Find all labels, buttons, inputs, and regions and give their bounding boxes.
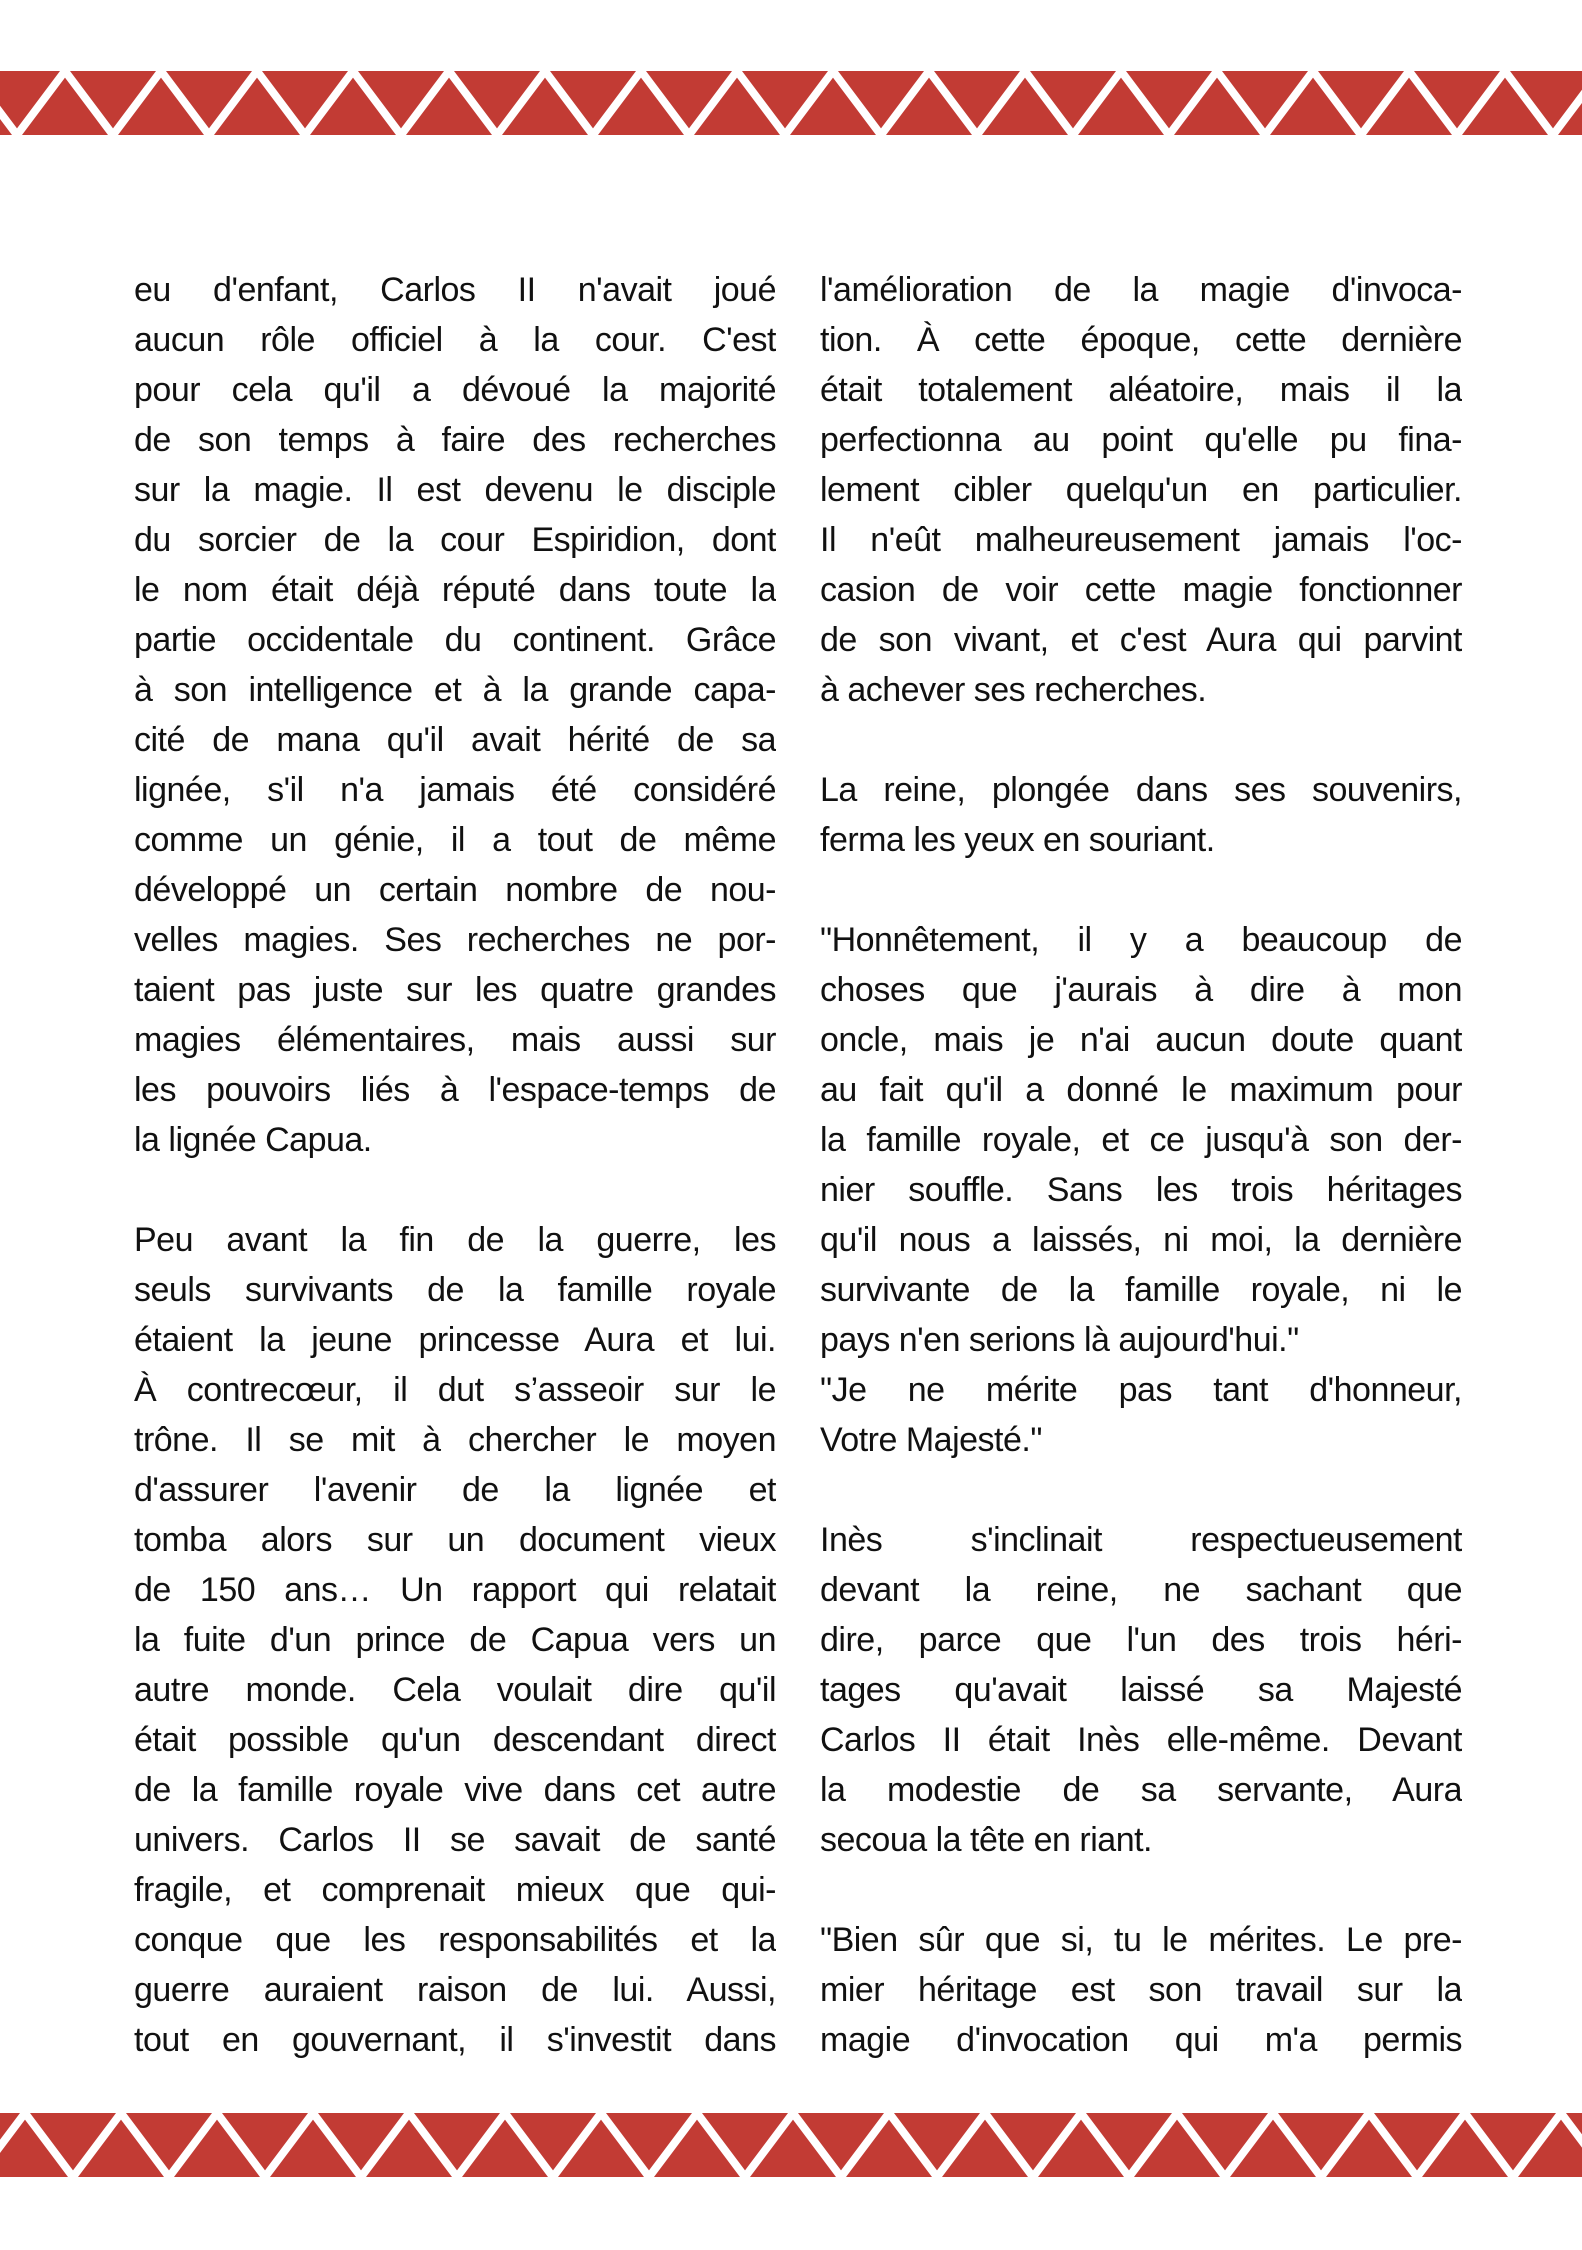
text-line: Inès s'inclinait respectueusement xyxy=(820,1521,1462,1559)
text-line: nier souffle. Sans les trois héritages xyxy=(820,1171,1462,1209)
text-line: l'amélioration de la magie d'invoca- xyxy=(820,271,1462,309)
zigzag-pattern-top xyxy=(0,71,1582,135)
text-line: univers. Carlos II se savait de santé xyxy=(134,1821,776,1859)
text-line: tout en gouvernant, il s'investit dans xyxy=(134,2021,776,2059)
text-line: lement cibler quelqu'un en particulier. xyxy=(820,471,1462,509)
text-line: comme un génie, il a tout de même xyxy=(134,821,776,859)
text-line: était possible qu'un descendant direct xyxy=(134,1721,776,1759)
text-line: eu d'enfant, Carlos II n'avait joué xyxy=(134,271,776,309)
text-line: du sorcier de la cour Espiridion, dont xyxy=(134,521,776,559)
text-line: casion de voir cette magie fonctionner xyxy=(820,571,1462,609)
text-line: conque que les responsabilités et la xyxy=(134,1921,776,1959)
text-line: La reine, plongée dans ses souvenirs, xyxy=(820,771,1462,809)
paragraph xyxy=(820,765,1462,865)
text-line: de son temps à faire des recherches xyxy=(134,421,776,459)
text-line: de la famille royale vive dans cet autre xyxy=(134,1771,776,1809)
text-line: dire, parce que l'un des trois héri- xyxy=(820,1621,1462,1659)
text-line: À contrecœur, il dut s’asseoir sur le xyxy=(134,1371,776,1409)
text-line: la fuite d'un prince de Capua vers un xyxy=(134,1621,776,1659)
text-line: secoua la tête en riant. xyxy=(820,1821,1153,1859)
paragraph xyxy=(820,1915,1462,2065)
text-line: trône. Il se mit à chercher le moyen xyxy=(134,1421,776,1459)
text-line: fragile, et comprenait mieux que qui- xyxy=(134,1871,776,1909)
right-column xyxy=(820,265,1462,2065)
text-line: aucun rôle officiel à la cour. C'est xyxy=(134,321,776,359)
text-line: le nom était déjà réputé dans toute la xyxy=(134,571,776,609)
text-line: perfectionna au point qu'elle pu fina- xyxy=(820,421,1462,459)
text-line: qu'il nous a laissés, ni moi, la dernière xyxy=(820,1221,1462,1259)
paragraph xyxy=(820,915,1462,1365)
text-line: Peu avant la fin de la guerre, les xyxy=(134,1221,776,1259)
text-line: tages qu'avait laissé sa Majesté xyxy=(820,1671,1462,1709)
text-line: était totalement aléatoire, mais il la xyxy=(820,371,1462,409)
text-line: velles magies. Ses recherches ne por- xyxy=(134,921,776,959)
text-line: magies élémentaires, mais aussi sur xyxy=(134,1021,776,1059)
text-line: Il n'eût malheureusement jamais l'oc- xyxy=(820,521,1462,559)
text-line: tomba alors sur un document vieux xyxy=(134,1521,776,1559)
text-line: seuls survivants de la famille royale xyxy=(134,1271,776,1309)
text-line: partie occidentale du continent. Grâce xyxy=(134,621,776,659)
text-line: survivante de la famille royale, ni le xyxy=(820,1271,1462,1309)
zigzag-border-top xyxy=(0,71,1582,135)
text-line: de 150 ans… Un rapport qui relatait xyxy=(134,1571,776,1609)
text-line: ferma les yeux en souriant. xyxy=(820,821,1215,859)
text-line: la famille royale, et ce jusqu'à son der- xyxy=(820,1121,1462,1159)
text-line: mier héritage est son travail sur la xyxy=(820,1971,1462,2009)
left-column xyxy=(134,265,776,2065)
text-line: la lignée Capua. xyxy=(134,1121,372,1159)
text-line: oncle, mais je n'ai aucun doute quant xyxy=(820,1021,1462,1059)
text-line: la modestie de sa servante, Aura xyxy=(820,1771,1462,1809)
text-line: développé un certain nombre de nou- xyxy=(134,871,776,909)
text-line: à achever ses recherches. xyxy=(820,671,1207,709)
text-line: choses que j'aurais à dire à mon xyxy=(820,971,1462,1009)
text-line: "Bien sûr que si, tu le mérites. Le pre- xyxy=(820,1921,1462,1959)
text-line: "Je ne mérite pas tant d'honneur, xyxy=(820,1371,1462,1409)
text-line: "Honnêtement, il y a beaucoup de xyxy=(820,921,1462,959)
text-line: devant la reine, ne sachant que xyxy=(820,1571,1462,1609)
paragraph xyxy=(134,1215,776,2065)
zigzag-border-bottom xyxy=(0,2113,1582,2177)
text-line: sur la magie. Il est devenu le disciple xyxy=(134,471,776,509)
text-line: autre monde. Cela voulait dire qu'il xyxy=(134,1671,776,1709)
paragraph xyxy=(820,1515,1462,1865)
text-line: étaient la jeune princesse Aura et lui. xyxy=(134,1321,776,1359)
zigzag-pattern-bottom xyxy=(0,2113,1582,2177)
text-line: magie d'invocation qui m'a permis xyxy=(820,2021,1462,2059)
text-line: cité de mana qu'il avait hérité de sa xyxy=(134,721,776,759)
text-line: pour cela qu'il a dévoué la majorité xyxy=(134,371,776,409)
text-line: Votre Majesté." xyxy=(820,1421,1042,1459)
text-line: à son intelligence et à la grande capa- xyxy=(134,671,776,709)
text-line: Carlos II était Inès elle-même. Devant xyxy=(820,1721,1462,1759)
text-line: taient pas juste sur les quatre grandes xyxy=(134,971,776,1009)
text-line: les pouvoirs liés à l'espace-temps de xyxy=(134,1071,776,1109)
text-line: guerre auraient raison de lui. Aussi, xyxy=(134,1971,776,2009)
text-line: lignée, s'il n'a jamais été considéré xyxy=(134,771,776,809)
text-line: de son vivant, et c'est Aura qui parvint xyxy=(820,621,1462,659)
paragraph xyxy=(820,1365,1462,1465)
text-line: au fait qu'il a donné le maximum pour xyxy=(820,1071,1462,1109)
paragraph xyxy=(134,265,776,1165)
text-line: pays n'en serions là aujourd'hui." xyxy=(820,1321,1299,1359)
text-line: tion. À cette époque, cette dernière xyxy=(820,321,1462,359)
text-line: d'assurer l'avenir de la lignée et xyxy=(134,1471,776,1509)
paragraph xyxy=(820,265,1462,715)
